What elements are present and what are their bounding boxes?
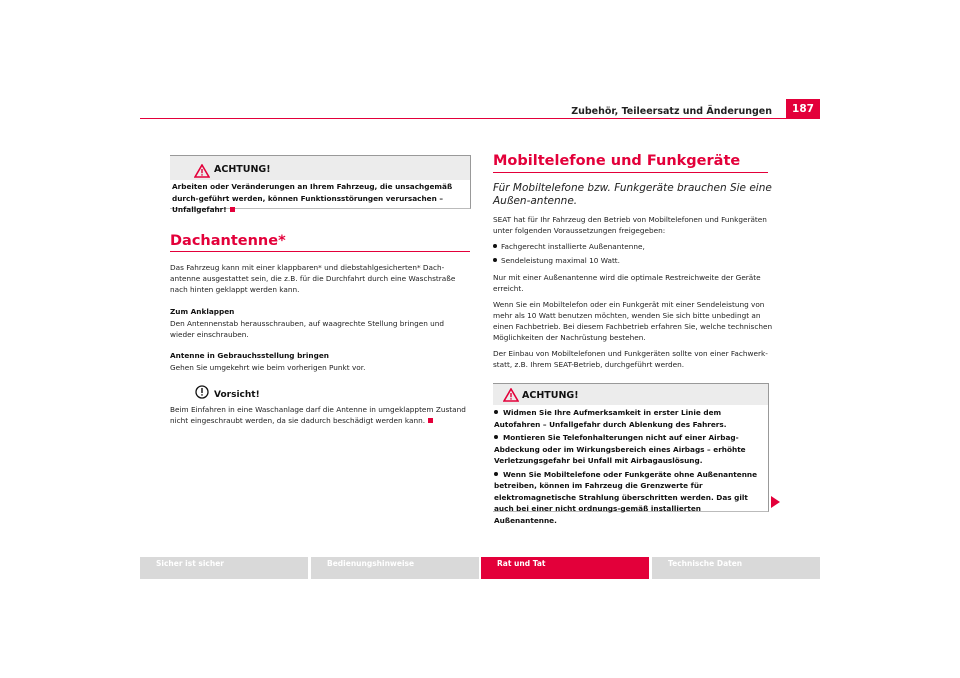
- bullet-icon: [493, 258, 497, 262]
- section-title-rule: [170, 251, 470, 252]
- warning-body: [170, 180, 470, 214]
- bullet-icon: [494, 410, 498, 414]
- list-item: Montieren Sie Telefonhalterungen nicht auf einer Airbag-Abdeckung oder im Wirkungsbereich eines Airbags – erhöhte Verletzungsgefahr bei Unfall mit Airbagauslösung.: [494, 433, 746, 465]
- caution-text: Beim Einfahren in eine Waschanlage darf die Antenne in umgeklapptem Zustand nicht eingeschraubt werden, da sie dadurch beschädigt werden kann.: [170, 405, 466, 425]
- page-number-badge: 187: [786, 99, 820, 119]
- header-rule: [140, 118, 820, 119]
- subheading-anklappen: Zum Anklappen: [170, 307, 235, 316]
- list-item: Wenn Sie Mobiltelefone oder Funkgeräte ohne Außenantenne betreiben, können im Fahrzeug die Grenzwerte für elektromagnetische Strahlung überschritten werden. Das gilt auch bei einer nicht ordnungs-gemäß installierten Außenantenne.: [494, 469, 758, 525]
- footer-tab-bedienung[interactable]: Bedienungshinweise: [311, 557, 479, 579]
- paragraph-installation: Der Einbau von Mobiltelefonen und Funkgeräten sollte von einer Fachwerk-statt, z.B. Ihrem SEAT-Betrieb, durchgeführt werden.: [493, 349, 768, 369]
- end-of-section-icon: [230, 207, 235, 212]
- caution-exclamation-icon: [195, 384, 209, 403]
- caution-title: Vorsicht!: [214, 390, 260, 400]
- warning-body: [493, 405, 768, 525]
- paragraph-range: Nur mit einer Außenantenne wird die optimale Restreichweite der Geräte erreicht.: [493, 273, 761, 293]
- bullet-icon: [493, 244, 497, 248]
- list-item: Widmen Sie Ihre Aufmerksamkeit in erster Linie dem Autofahren – Unfallgefahr durch Ablenkung des Fahrers.: [494, 408, 727, 429]
- warning-box-general: [170, 155, 471, 214]
- footer-tab-rat-und-tat[interactable]: Rat und Tat: [481, 557, 649, 579]
- bullet-icon: [494, 472, 498, 476]
- paragraph-gebrauchsstellung: Gehen Sie umgekehrt wie beim vorherigen Punkt vor.: [170, 363, 366, 372]
- subheading-gebrauchsstellung: Antenne in Gebrauchsstellung bringen: [170, 351, 329, 360]
- paragraph-high-power: Wenn Sie ein Mobiltelefon oder ein Funkgerät mit einer Sendeleistung von mehr als 10 Watt benutzen möchten, wenden Sie sich bitte unbedingt an einen Fachbetrieb. Bei diesem Fachbetrieb erfahren Sie, welche technischen Möglichkeiten der Nachrüstung bestehen.: [493, 300, 773, 342]
- section-title-mobiltelefone: Mobiltelefone und Funkgeräte: [493, 153, 741, 169]
- section-title-dachantenne: Dachantenne*: [170, 233, 286, 249]
- warning-triangle-icon: [503, 387, 519, 406]
- footer-tab-sicher[interactable]: Sicher ist sicher: [140, 557, 308, 579]
- continue-arrow-icon: [771, 496, 780, 508]
- running-header-title: Zubehör, Teileersatz und Änderungen: [571, 106, 772, 117]
- end-of-section-icon: [428, 418, 433, 423]
- warning-title: ACHTUNG!: [214, 164, 271, 175]
- warning-text: Arbeiten oder Veränderungen an Ihrem Fahrzeug, die unsachgemäß durch-geführt werden, können Funktionsstörungen verursachen – Unfallgefahr!: [172, 182, 453, 214]
- footer-tab-technische-daten[interactable]: Technische Daten: [652, 557, 820, 579]
- intro-text: Für Mobiltelefone bzw. Funkgeräte brauchen Sie eine Außen-antenne.: [493, 182, 772, 207]
- warning-box-mobile: [493, 383, 769, 525]
- warning-title: ACHTUNG!: [522, 390, 579, 401]
- list-item: Sendeleistung maximal 10 Watt.: [493, 255, 778, 266]
- paragraph-anklappen: Den Antennenstab herausschrauben, auf waagrechte Stellung bringen und wieder einschrauben.: [170, 319, 445, 339]
- list-item: Fachgerecht installierte Außenantenne,: [493, 241, 778, 252]
- paragraph-antenna-intro: Das Fahrzeug kann mit einer klappbaren* und diebstahlgesicherten* Dach-antenne ausgestattet sein, die z.B. für die Durchfahrt durch eine Waschstraße nach hinten geklappt werden kann.: [170, 263, 456, 294]
- paragraph-seat-approval: SEAT hat für Ihr Fahrzeug den Betrieb von Mobiltelefonen und Funkgeräten unter folgenden Voraussetzungen freigegeben:: [493, 215, 767, 235]
- section-title-rule: [493, 172, 768, 173]
- bullet-icon: [494, 435, 498, 439]
